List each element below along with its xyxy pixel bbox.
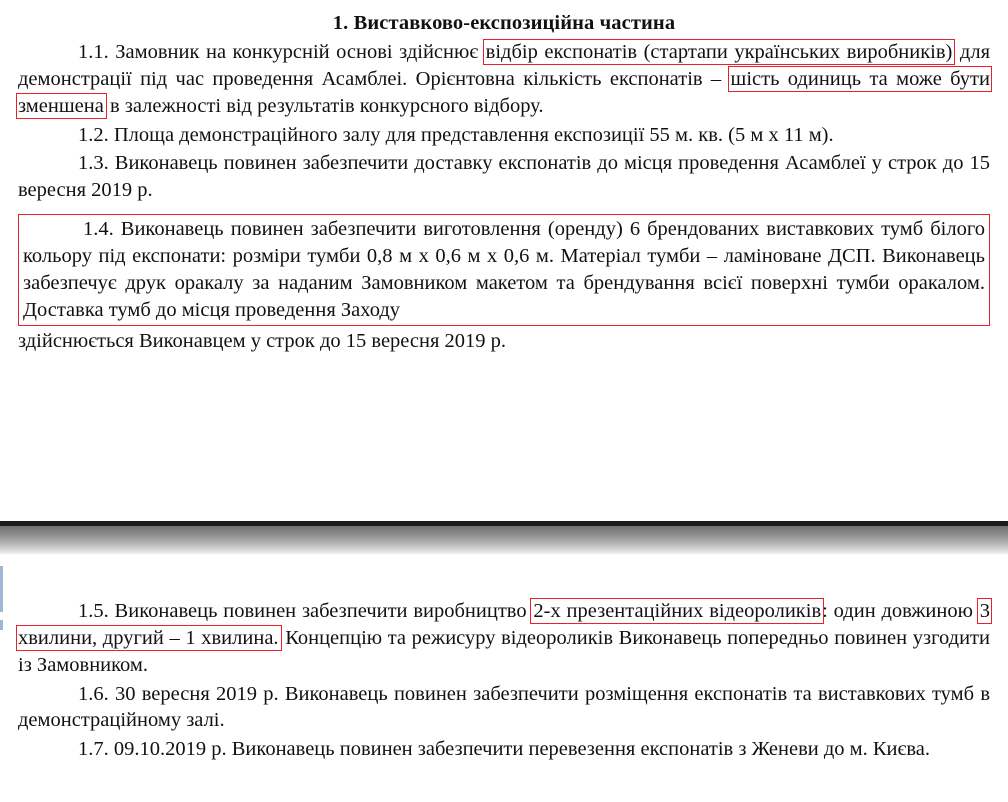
highlight-selection-vidbir-eksponativ: відбір експонатів (стартапи українських виробників)	[485, 41, 953, 63]
separator-gradient	[0, 526, 1008, 554]
page-top-content	[0, 12, 1008, 355]
paragraph-1-4-boxed-text: 1.4. Виконавець повинен забезпечити виготовлення (оренду) 6 брендованих виставкових тумб білого кольору під експонати: розміри тумби 0,8 м х 0,6 м х 0,6 м. Матеріал тумби – ламіноване ДСП. Виконавець забезпечує друк оракалу за наданим Замовником макетом та брендування всієї поверхні тумби оракалом. Доставка тумб до місця проведення Заходу	[23, 218, 985, 321]
highlight-selection-shist-odynyts: шість одиниць та може бути зменшена	[18, 67, 990, 117]
paragraph-1-4-tail: здійснюється Виконавцем у строк до 15 вересня 2019 р.	[18, 330, 507, 353]
paragraph-1-5-text	[18, 598, 990, 679]
separator-white-gap	[0, 554, 1008, 557]
page-separator	[0, 521, 1008, 557]
highlight-box-paragraph-1-4	[18, 214, 990, 326]
paragraph-1-5	[18, 598, 990, 679]
p15-text-after: Концепцію та режисуру відеороликів Виконавець попередньо повинен узгодити із Замовником.	[18, 626, 990, 676]
p15-text-before: 1.5. Виконавець повинен забезпечити виробництво	[78, 600, 533, 622]
paragraph-1-1-text	[18, 39, 990, 120]
p11-text-after: в залежності від результатів конкурсного відбору.	[104, 94, 544, 117]
page-title: 1. Виставково-експозиційна частина	[332, 12, 676, 34]
paragraph-1-3: 1.3. Виконавець повинен забезпечити доставку експонатів до місця проведення Асамблеї у строк до 15 вересня 2019 р.	[18, 152, 990, 202]
p11-text-middle: для демонстрації під час проведення Асамблеі. Орієнтовна кількість експонатів –	[18, 41, 991, 90]
paragraph-1-2: 1.2. Площа демонстраційного залу для представлення експозиції 55 м. кв. (5 м х 11 м).	[78, 123, 834, 146]
highlight-selection-3-khvylyny: 3 хвилини, другий – 1 хвилина.	[18, 600, 990, 649]
p15-text-middle: : один довжиною	[822, 600, 979, 622]
paragraph-1-7: 1.7. 09.10.2019 р. Виконавець повинен забезпечити перевезення експонатів з Женеви до м. Києва.	[78, 738, 930, 761]
p11-text-before: 1.1. Замовник на конкурсній основі здійснює	[78, 41, 485, 63]
paragraph-1-6: 1.6. 30 вересня 2019 р. Виконавець повинен забезпечити розміщення експонатів та виставкових тумб в демонстраційному залі.	[18, 682, 990, 732]
paragraph-1-1	[18, 39, 990, 120]
page-bottom-content	[0, 598, 1008, 763]
highlight-selection-2-videorolykiv: 2-х презентаційних відеороликів	[533, 600, 822, 622]
